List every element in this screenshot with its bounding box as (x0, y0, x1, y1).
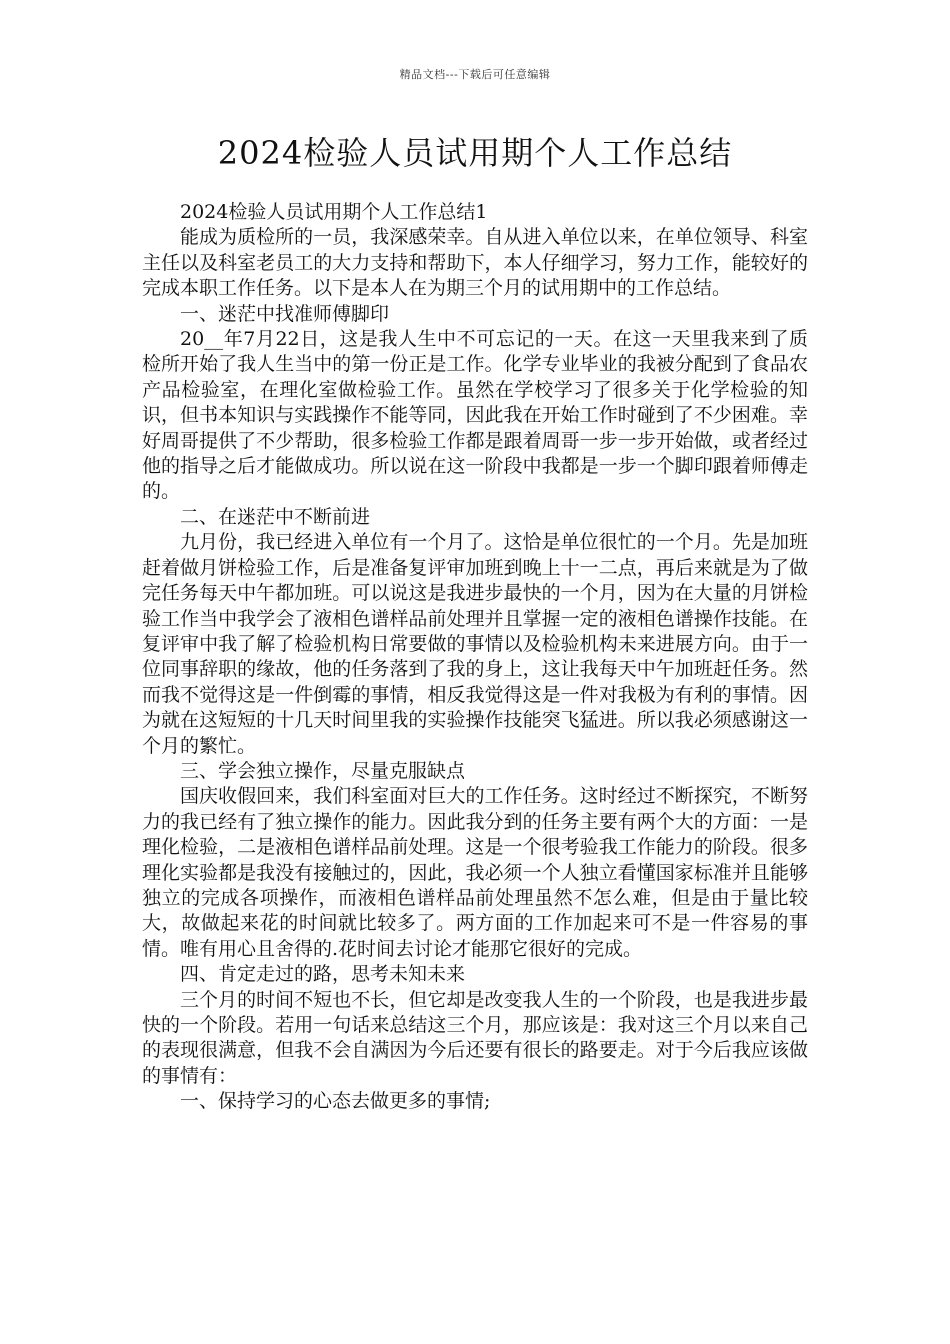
list-item-1: 一、保持学习的心态去做更多的事情; (180, 1090, 491, 1113)
section-paragraph-1: 20__年7月22日，这是我人生中不可忘记的一天。在这一天里我来到了质检所开始了我人生当中的第一份正是工作。化学专业毕业的我被分配到了食品农产品检验室，在理化室做检验工作。虽然在学校学习了很多关于化学检验的知识，但书本知识与实践操作不能等同，因此我在开始工作时碰到了不少困难。幸好周哥提供了不少帮助，很多检验工作都是跟着周哥一步一步开始做，或者经过他的指导之后才能做成功。所以说在这一阶段中我都是一步一个脚印跟着师傅走的。 (142, 328, 808, 503)
section-paragraph-4: 三个月的时间不短也不长，但它却是改变我人生的一个阶段，也是我进步最快的一个阶段。若用一句话来总结这三个月，那应该是：我对这三个月以来自己的表现很满意，但我不会自满因为今后还要有很长的路要走。对于今后我应该做的事情有： (142, 988, 808, 1087)
subtitle-paragraph: 2024检验人员试用期个人工作总结1 (180, 201, 488, 223)
intro-paragraph: 能成为质检所的一员，我深感荣幸。自从进入单位以来，在单位领导、科室主任以及科室老员工的大力支持和帮助下，本人仔细学习，努力工作，能较好的完成本职工作任务。以下是本人在为期三个月的试用期中的工作总结。 (142, 226, 808, 300)
page-header-note: 精品文档---下载后可任意编辑 (399, 68, 551, 81)
document-body (142, 200, 808, 1115)
section-heading-3: 三、学会独立操作，尽量克服缺点 (180, 759, 466, 782)
section-heading-2: 二、在迷茫中不断前进 (180, 505, 371, 528)
section-paragraph-3: 国庆收假回来，我们科室面对巨大的工作任务。这时经过不断探究，不断努力的我已经有了独立操作的能力。因此我分到的任务主要有两个大的方面：一是理化检验，二是液相色谱样品前处理。这是一个很考验我工作能力的阶段。很多理化实验都是我没有接触过的，因此，我必须一个人独立看懂国家标准并且能够独立的完成各项操作，而液相色谱样品前处理虽然不怎么难，但是由于量比较大，故做起来花的时间就比较多了。两方面的工作加起来可不是一件容易的事情。唯有用心且舍得的.花时间去讨论才能那它很好的完成。 (142, 785, 808, 960)
section-heading-1: 一、迷茫中找准师傅脚印 (180, 302, 390, 325)
section-heading-4: 四、肯定走过的路，思考未知未来 (180, 963, 466, 986)
section-paragraph-2: 九月份，我已经进入单位有一个月了。这恰是单位很忙的一个月。先是加班赶着做月饼检验工作，后是准备复评审加班到晚上十一二点，再后来就是为了做完任务每天中午都加班。可以说这是我进步最快的一个月，因为在大量的月饼检验工作当中我学会了液相色谱样品前处理并且掌握一定的液相色谱操作技能。在复评审中我了解了检验机构日常要做的事情以及检验机构未来进展方向。由于一位同事辞职的缘故，他的任务落到了我的身上，这让我每天中午加班赶任务。然而我不觉得这是一件倒霉的事情，相反我觉得这是一件对我极为有利的事情。因为就在这短短的十几天时间里我的实验操作技能突飞猛进。所以我必须感谢这一个月的繁忙。 (142, 531, 808, 757)
document-title: 2024检验人员试用期个人工作总结 (217, 134, 733, 172)
